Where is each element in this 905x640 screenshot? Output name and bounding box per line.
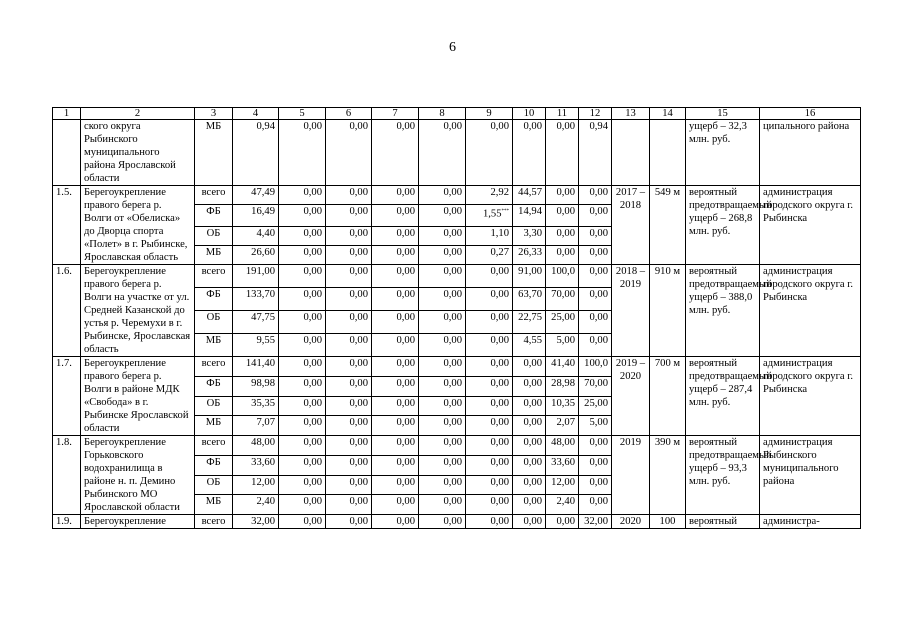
funding-source: МБ — [195, 416, 233, 436]
value-cell: 0,00 — [279, 396, 326, 416]
value-cell: 0,00 — [419, 515, 466, 529]
value-cell: 0,00 — [466, 265, 513, 288]
value-cell: 0,00 — [466, 288, 513, 311]
value-cell: 35,35 — [233, 396, 279, 416]
length-cell: 700 м — [650, 357, 686, 436]
value-cell: 0,94 — [233, 120, 279, 186]
value-cell: 141,40 — [233, 357, 279, 377]
value-cell: 0,00 — [279, 455, 326, 475]
period-cell: 2019 — [612, 436, 650, 515]
header-row — [53, 108, 861, 120]
value-cell: 0,00 — [579, 475, 612, 495]
value-cell: 0,00 — [466, 376, 513, 396]
column-header: 2 — [81, 108, 195, 120]
value-cell: 0,00 — [579, 455, 612, 475]
value-cell: 14,94 — [513, 204, 546, 226]
value-cell: 26,33 — [513, 246, 546, 265]
value-cell: 0,00 — [513, 396, 546, 416]
column-header: 14 — [650, 108, 686, 120]
value-cell: 0,00 — [466, 334, 513, 357]
value-cell: 0,00 — [279, 311, 326, 334]
value-cell: 0,00 — [513, 515, 546, 529]
value-cell: 0,00 — [372, 455, 419, 475]
column-header: 9 — [466, 108, 513, 120]
object-name: Берегоукрепление правого берега р. Волги в районе МДК «Свобода» в г. Рыбинске Ярославской области — [81, 357, 195, 436]
effect-cell: вероятный предотвращаемый ущерб – 93,3 млн. руб. — [686, 436, 760, 515]
value-cell: 0,00 — [279, 334, 326, 357]
value-cell: 70,00 — [546, 288, 579, 311]
value-cell: 0,00 — [579, 246, 612, 265]
value-cell: 0,00 — [326, 357, 372, 377]
funding-source: ОБ — [195, 311, 233, 334]
value-cell: 41,40 — [546, 357, 579, 377]
value-cell: 0,00 — [372, 475, 419, 495]
value-cell: 98,98 — [233, 376, 279, 396]
column-header: 4 — [233, 108, 279, 120]
value-cell: 33,60 — [546, 455, 579, 475]
value-cell: 1,10 — [466, 227, 513, 246]
value-cell: 0,00 — [546, 227, 579, 246]
column-header: 11 — [546, 108, 579, 120]
value-cell: 0,00 — [279, 357, 326, 377]
value-cell: 2,40 — [233, 495, 279, 515]
value-cell: 0,00 — [466, 357, 513, 377]
value-cell: 44,57 — [513, 186, 546, 205]
value-cell: 0,00 — [546, 515, 579, 529]
funding-source: ОБ — [195, 396, 233, 416]
value-cell: 0,00 — [546, 120, 579, 186]
period-cell — [612, 120, 650, 186]
value-cell: 0,00 — [279, 265, 326, 288]
value-cell: 0,00 — [372, 376, 419, 396]
value-cell: 0,00 — [279, 436, 326, 456]
page-number: 6 — [449, 40, 456, 55]
effect-cell: вероятный предотвращаемый ущерб – 287,4 млн. руб. — [686, 357, 760, 436]
period-cell: 2017 – 2018 — [612, 186, 650, 265]
funding-source: всего — [195, 436, 233, 456]
value-cell: 63,70 — [513, 288, 546, 311]
value-cell: 33,60 — [233, 455, 279, 475]
value-cell: 0,00 — [372, 396, 419, 416]
value-cell: 0,00 — [466, 311, 513, 334]
value-cell: 0,00 — [372, 436, 419, 456]
length-cell: 549 м — [650, 186, 686, 265]
continuation-row — [53, 120, 861, 186]
value-cell: 0,00 — [546, 186, 579, 205]
value-cell: 0,00 — [372, 227, 419, 246]
value-cell: 0,00 — [326, 455, 372, 475]
value-cell: 0,00 — [579, 288, 612, 311]
value-cell: 0,00 — [372, 357, 419, 377]
value-cell: 0,00 — [419, 396, 466, 416]
funding-source: ФБ — [195, 204, 233, 226]
value-cell: 0,00 — [419, 334, 466, 357]
column-header: 15 — [686, 108, 760, 120]
effect-cell: вероятный — [686, 515, 760, 529]
value-cell: 47,49 — [233, 186, 279, 205]
value-cell: 0,00 — [326, 204, 372, 226]
value-cell: 0,00 — [326, 246, 372, 265]
column-header: 3 — [195, 108, 233, 120]
value-cell: 0,00 — [579, 204, 612, 226]
length-cell: 100 — [650, 515, 686, 529]
value-cell: 0,00 — [326, 288, 372, 311]
object-name: ского округа Рыбинского муниципального района Ярославской области — [81, 120, 195, 186]
value-cell: 0,00 — [513, 475, 546, 495]
value-cell: 0,00 — [372, 204, 419, 226]
value-cell: 0,00 — [279, 186, 326, 205]
funding-source: всего — [195, 515, 233, 529]
value-cell: 47,75 — [233, 311, 279, 334]
value-cell: 0,00 — [372, 288, 419, 311]
value-cell: 0,00 — [372, 246, 419, 265]
column-header: 13 — [612, 108, 650, 120]
value-cell: 100,0 — [546, 265, 579, 288]
column-header: 1 — [53, 108, 81, 120]
value-cell: 0,00 — [372, 515, 419, 529]
value-cell: 0,00 — [419, 475, 466, 495]
value-cell: 0,00 — [466, 495, 513, 515]
value-cell: 0,00 — [326, 334, 372, 357]
value-cell: 0,00 — [579, 311, 612, 334]
value-cell: 0,00 — [419, 204, 466, 226]
column-header: 7 — [372, 108, 419, 120]
value-cell: 12,00 — [546, 475, 579, 495]
value-cell: 0,00 — [466, 396, 513, 416]
column-header: 5 — [279, 108, 326, 120]
period-cell: 2018 – 2019 — [612, 265, 650, 357]
value-cell: 0,00 — [419, 376, 466, 396]
value-cell: 0,00 — [326, 227, 372, 246]
effect-cell: ущерб – 32,3 млн. руб. — [686, 120, 760, 186]
funding-source: МБ — [195, 246, 233, 265]
value-cell: 48,00 — [546, 436, 579, 456]
value-cell: 0,00 — [579, 334, 612, 357]
object-name: Берегоукрепление Горьковского водохранилища в районе н. п. Демино Рыбинского МО Ярославской области — [81, 436, 195, 515]
row-number: 1.6. — [53, 265, 81, 357]
value-cell: 70,00 — [579, 376, 612, 396]
funding-source: ОБ — [195, 227, 233, 246]
executor-cell: администрация Рыбинского муниципального района — [760, 436, 861, 515]
value-cell: 0,00 — [326, 265, 372, 288]
project-row — [53, 436, 861, 456]
value-cell: 0,00 — [419, 455, 466, 475]
value-cell: 0,00 — [326, 416, 372, 436]
effect-cell: вероятный предотвращаемый ущерб – 268,8 млн. руб. — [686, 186, 760, 265]
value-cell: 0,00 — [279, 246, 326, 265]
column-header: 12 — [579, 108, 612, 120]
value-cell: 2,92 — [466, 186, 513, 205]
value-cell: 0,00 — [513, 357, 546, 377]
value-cell: 0,00 — [546, 204, 579, 226]
value-cell: 0,00 — [326, 436, 372, 456]
value-cell: 22,75 — [513, 311, 546, 334]
funding-source: МБ — [195, 495, 233, 515]
value-cell: 0,00 — [513, 436, 546, 456]
object-name: Берегоукрепление правого берега р. Волги на участке от ул. Средней Казанской до устья р. Черемухи в г. Рыбинске, Ярославская область — [81, 265, 195, 357]
funding-source: ФБ — [195, 455, 233, 475]
value-cell: 0,00 — [579, 186, 612, 205]
value-cell: 0,00 — [579, 227, 612, 246]
column-header: 8 — [419, 108, 466, 120]
value-cell: 3,30 — [513, 227, 546, 246]
value-cell: 0,00 — [326, 495, 372, 515]
executor-cell: администрация городского округа г. Рыбинска — [760, 357, 861, 436]
executor-cell: администрация городского округа г. Рыбинска — [760, 265, 861, 357]
period-cell: 2019 – 2020 — [612, 357, 650, 436]
value-cell: 0,00 — [326, 515, 372, 529]
funding-source: МБ — [195, 334, 233, 357]
value-cell: 5,00 — [579, 416, 612, 436]
value-cell: 25,00 — [579, 396, 612, 416]
value-cell: 48,00 — [233, 436, 279, 456]
row-number: 1.9. — [53, 515, 81, 529]
executor-cell: администра- — [760, 515, 861, 529]
column-header: 6 — [326, 108, 372, 120]
value-cell: 7,07 — [233, 416, 279, 436]
row-number: 1.5. — [53, 186, 81, 265]
value-cell: 28,98 — [546, 376, 579, 396]
period-cell: 2020 — [612, 515, 650, 529]
value-cell: 0,00 — [419, 186, 466, 205]
value-cell: 0,00 — [419, 495, 466, 515]
value-cell: 25,00 — [546, 311, 579, 334]
value-cell: 0,00 — [466, 475, 513, 495]
value-cell: 0,00 — [372, 186, 419, 205]
value-cell: 9,55 — [233, 334, 279, 357]
value-cell: 26,60 — [233, 246, 279, 265]
value-cell: 0,00 — [579, 495, 612, 515]
funding-source: ОБ — [195, 475, 233, 495]
value-cell: 0,00 — [372, 120, 419, 186]
value-cell: 0,00 — [513, 455, 546, 475]
value-cell: 0,00 — [326, 120, 372, 186]
row-number: 1.7. — [53, 357, 81, 436]
length-cell — [650, 120, 686, 186]
project-row — [53, 186, 861, 205]
value-cell: 0,00 — [326, 475, 372, 495]
value-cell: 0,00 — [419, 311, 466, 334]
value-cell: 0,00 — [513, 495, 546, 515]
column-header: 10 — [513, 108, 546, 120]
project-row — [53, 357, 861, 377]
executor-cell: ципального района — [760, 120, 861, 186]
value-cell: 0,00 — [279, 416, 326, 436]
object-name: Берегоукрепление — [81, 515, 195, 529]
value-cell: 0,00 — [466, 436, 513, 456]
value-cell: 0,00 — [419, 416, 466, 436]
value-cell: 0,00 — [279, 120, 326, 186]
project-row — [53, 515, 861, 529]
value-cell: 0,00 — [419, 357, 466, 377]
value-cell: 5,00 — [546, 334, 579, 357]
program-table — [52, 107, 861, 529]
value-cell: 0,00 — [279, 495, 326, 515]
value-cell: 0,00 — [419, 436, 466, 456]
value-cell: 0,00 — [513, 120, 546, 186]
funding-source: МБ — [195, 120, 233, 186]
value-cell: 32,00 — [233, 515, 279, 529]
value-cell: 32,00 — [579, 515, 612, 529]
row-number: 1.8. — [53, 436, 81, 515]
funding-source: всего — [195, 265, 233, 288]
funding-source: ФБ — [195, 288, 233, 311]
value-cell: 0,00 — [279, 204, 326, 226]
cell-num — [53, 120, 81, 186]
value-cell: 0,00 — [279, 227, 326, 246]
value-cell: 0,00 — [326, 396, 372, 416]
value-cell: 0,00 — [326, 311, 372, 334]
value-cell: 100,0 — [579, 357, 612, 377]
value-cell: 0,00 — [372, 495, 419, 515]
value-cell: 0,00 — [419, 246, 466, 265]
executor-cell: администрация городского округа г. Рыбинска — [760, 186, 861, 265]
footnote-mark: *** — [501, 208, 509, 214]
funding-source: ФБ — [195, 376, 233, 396]
value-cell: 4,40 — [233, 227, 279, 246]
value-cell: 0,00 — [419, 265, 466, 288]
value-cell: 191,00 — [233, 265, 279, 288]
value-cell: 0,00 — [546, 246, 579, 265]
value-cell: 0,00 — [466, 515, 513, 529]
length-cell: 910 м — [650, 265, 686, 357]
value-cell: 0,00 — [326, 186, 372, 205]
value-cell: 0,00 — [372, 311, 419, 334]
value-cell: 0,00 — [579, 436, 612, 456]
value-cell: 0,00 — [466, 455, 513, 475]
funding-source: всего — [195, 357, 233, 377]
value-cell: 0,00 — [279, 376, 326, 396]
project-row — [53, 265, 861, 288]
value-cell: 0,00 — [419, 227, 466, 246]
value-cell: 0,00 — [279, 515, 326, 529]
value-cell: 0,00 — [579, 265, 612, 288]
length-cell: 390 м — [650, 436, 686, 515]
value-cell: 0,00 — [279, 288, 326, 311]
effect-cell: вероятный предотвращаемый ущерб – 388,0 млн. руб. — [686, 265, 760, 357]
value-cell: 0,00 — [466, 416, 513, 436]
value-cell: 0,00 — [513, 416, 546, 436]
value-cell: 0,27 — [466, 246, 513, 265]
value-cell: 0,00 — [466, 120, 513, 186]
value-cell: 0,00 — [372, 416, 419, 436]
value-cell: 0,00 — [279, 475, 326, 495]
value-cell: 0,00 — [419, 120, 466, 186]
value-cell: 0,00 — [326, 376, 372, 396]
value-cell: 0,00 — [372, 265, 419, 288]
value-cell: 0,00 — [419, 288, 466, 311]
value-cell: 0,00 — [372, 334, 419, 357]
object-name: Берегоукрепление правого берега р. Волги от «Обелиска» до Дворца спорта «Полет» в г. Рыбинске, Ярославская область — [81, 186, 195, 265]
column-header: 16 — [760, 108, 861, 120]
value-cell: 2,40 — [546, 495, 579, 515]
value-cell: 10,35 — [546, 396, 579, 416]
funding-source: всего — [195, 186, 233, 205]
value-cell: 133,70 — [233, 288, 279, 311]
value-cell: 0,00 — [513, 376, 546, 396]
value-cell: 2,07 — [546, 416, 579, 436]
value-cell — [466, 204, 513, 226]
value-text: 1,55 — [482, 208, 502, 220]
value-cell: 12,00 — [233, 475, 279, 495]
value-cell: 0,94 — [579, 120, 612, 186]
value-cell: 16,49 — [233, 204, 279, 226]
value-cell: 91,00 — [513, 265, 546, 288]
value-cell: 4,55 — [513, 334, 546, 357]
